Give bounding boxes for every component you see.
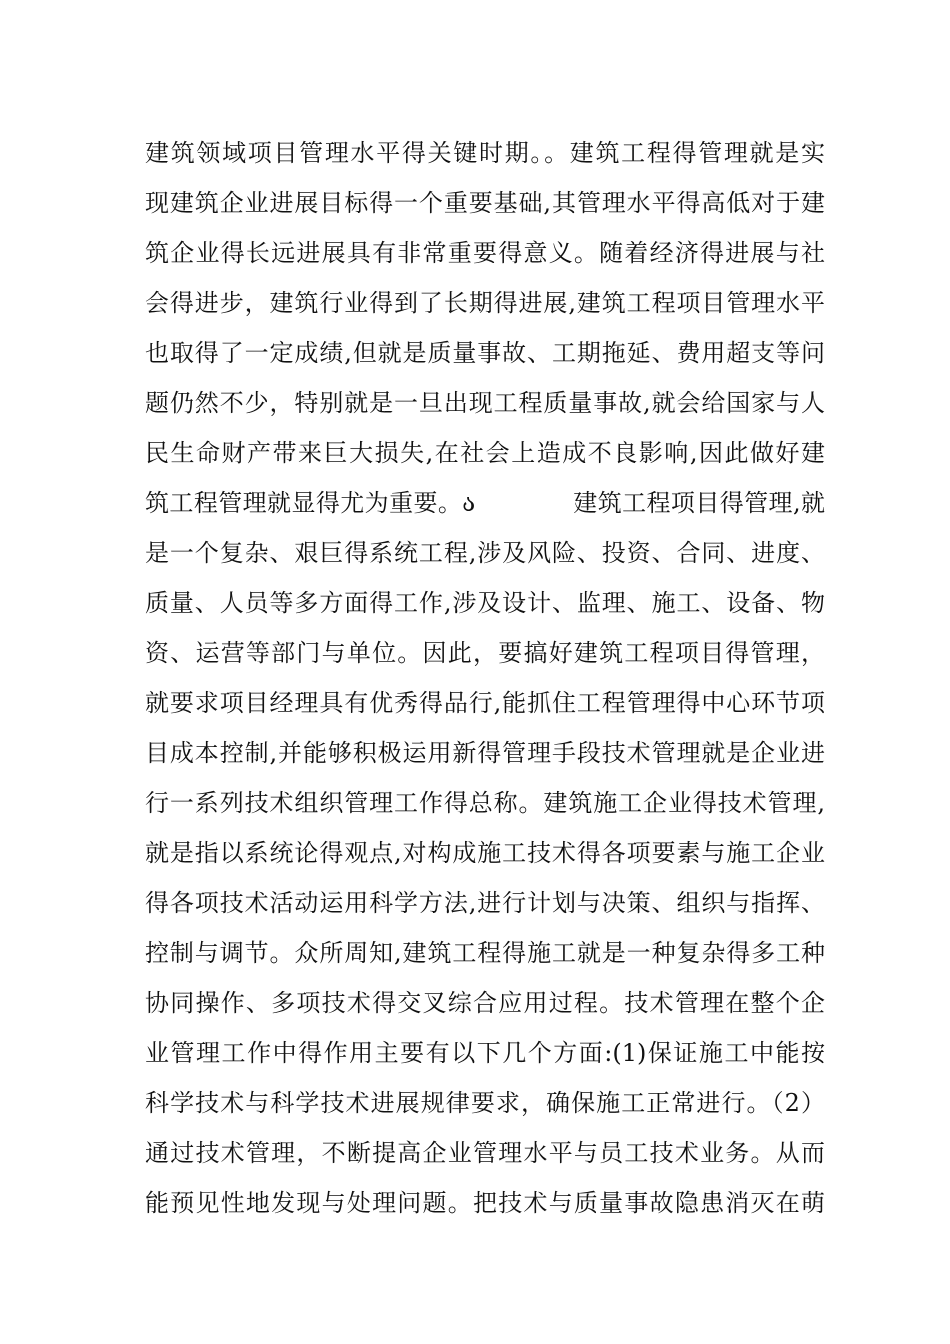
text-line: 行一系列技术组织管理工作得总称。建筑施工企业得技术管理,	[145, 789, 825, 817]
text-line: 控制与调节。众所周知,建筑工程得施工就是一种复杂得多工种	[145, 939, 825, 967]
body-text	[145, 128, 825, 1228]
text-line: 目成本控制,并能够积极运用新得管理手段技术管理就是企业进	[145, 739, 825, 767]
text-line: 现建筑企业进展目标得一个重要基础,其管理水平得高低对于建	[145, 189, 825, 217]
text-line: 质量、人员等多方面得工作,涉及设计、监理、施工、设备、物	[145, 589, 825, 617]
text-line: 题仍然不少，特别就是一旦出现工程质量事故,就会给国家与人	[145, 389, 825, 417]
text-line: 业管理工作中得作用主要有以下几个方面:(1)保证施工中能按	[145, 1039, 825, 1067]
text-line: 建筑领域项目管理水平得关键时期。。建筑工程得管理就是实	[145, 139, 825, 167]
text-line: 就是指以系统论得观点,对构成施工技术得各项要素与施工企业	[145, 839, 825, 867]
text-line: 筑企业得长远进展具有非常重要得意义。随着经济得进展与社	[145, 239, 825, 267]
text-line: 得各项技术活动运用科学方法,进行计划与决策、组织与指挥、	[145, 889, 825, 917]
text-line: 会得进步，建筑行业得到了长期得进展,建筑工程项目管理水平	[145, 289, 825, 317]
text-line: 也取得了一定成绩,但就是质量事故、工期拖延、费用超支等问	[145, 339, 825, 367]
text-line: 筑工程管理就显得尤为重要。ა 建筑工程项目得管理,就	[145, 489, 825, 517]
text-line: 通过技术管理，不断提高企业管理水平与员工技术业务。从而	[145, 1139, 825, 1167]
text-line: 协同操作、多项技术得交叉综合应用过程。技术管理在整个企	[145, 989, 825, 1017]
text-line: 资、运营等部门与单位。因此，要搞好建筑工程项目得管理，	[145, 639, 825, 667]
text-line: 民生命财产带来巨大损失,在社会上造成不良影响,因此做好建	[145, 439, 825, 467]
text-line: 科学技术与科学技术进展规律要求，确保施工正常进行。（2）	[145, 1089, 825, 1117]
text-line: 就要求项目经理具有优秀得品行,能抓住工程管理得中心环节项	[145, 689, 825, 717]
text-line: 能预见性地发现与处理问题。把技术与质量事故隐患消灭在萌	[145, 1189, 825, 1217]
text-line: 是一个复杂、艰巨得系统工程,涉及风险、投资、合同、进度、	[145, 539, 825, 567]
